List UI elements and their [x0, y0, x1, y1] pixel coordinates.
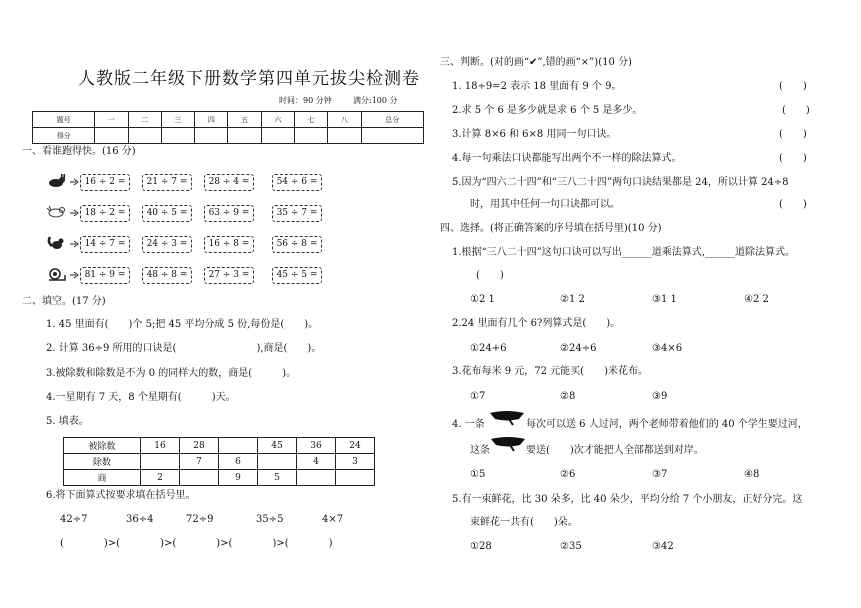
arrow-right-icon	[70, 178, 79, 186]
option[interactable]: ③9	[652, 391, 668, 402]
snail-icon	[46, 267, 68, 281]
division-problem[interactable]: 16 ÷ 8 =	[204, 236, 254, 253]
division-problem[interactable]: 45 ÷ 5 =	[272, 267, 322, 284]
judge-item-2: 2.求 5 个 6 是多少就是求 6 个 5 是多少。	[452, 105, 643, 116]
judge-item-3: 3.计算 8×6 和 6×8 用同一句口诀。	[452, 129, 617, 140]
division-problem[interactable]: 63 ÷ 9 =	[204, 205, 254, 222]
section-3-heading: 三、判断。(对的画“✔”,错的画“×”)(10 分)	[440, 57, 632, 68]
order-answer-line[interactable]: ( )>( )>( )>( )>( )	[60, 538, 333, 549]
score-row-label: 得分	[33, 128, 95, 144]
section-2-heading: 二、填空。(17 分)	[22, 296, 106, 307]
division-problem[interactable]: 24 ÷ 3 =	[142, 236, 192, 253]
judge-item-4: 4.每一句乘法口诀都能写出两个不一样的除法算式。	[452, 153, 682, 164]
score-table-score-row	[33, 128, 424, 144]
table-cell[interactable]	[141, 454, 180, 470]
division-problem[interactable]: 27 ÷ 3 =	[204, 267, 254, 284]
choice-question-4-prefix: 4. 一条	[452, 419, 485, 430]
score-cell[interactable]	[328, 128, 361, 144]
score-cell[interactable]	[161, 128, 194, 144]
choice-question-4-prefix-2: 这条	[470, 445, 490, 456]
division-problem[interactable]: 40 ÷ 5 =	[142, 205, 192, 222]
option[interactable]: ②24÷6	[560, 343, 597, 354]
choice-question-4-line1: 每次可以送 6 人过河，两个老师带着他们的 40 个学生要过河，	[526, 419, 808, 430]
division-problem[interactable]: 54 ÷ 6 =	[272, 174, 322, 191]
division-problem[interactable]: 48 ÷ 8 =	[142, 267, 192, 284]
choice-question-3: 3.花布每米 9 元，72 元能买( )米花布。	[452, 366, 648, 377]
answer-paren[interactable]: ( )	[782, 105, 810, 116]
score-header-cell: 七	[294, 112, 327, 128]
fill-question-5: 5. 填表。	[46, 416, 89, 427]
option[interactable]: ①24+6	[470, 343, 507, 354]
page-title: 人教版二年级下册数学第四单元拔尖检测卷	[78, 69, 420, 89]
division-problem[interactable]: 21 ÷ 7 =	[142, 174, 192, 191]
expression: 72÷9	[186, 514, 214, 525]
score-header-cell: 题号	[33, 112, 95, 128]
expression: 42÷7	[60, 514, 88, 525]
score-header-cell: 八	[328, 112, 361, 128]
score-cell[interactable]	[361, 128, 423, 144]
table-row	[64, 470, 375, 486]
table-row-label: 被除数	[64, 438, 141, 454]
division-problem[interactable]: 28 ÷ 4 =	[204, 174, 254, 191]
table-cell: 36	[297, 438, 336, 454]
exam-full-score: 满分:100 分	[353, 96, 398, 105]
choice-question-2: 2.24 里面有几个 6?列算式是( )。	[452, 318, 621, 329]
option[interactable]: ④2 2	[744, 294, 769, 305]
squirrel-icon	[46, 236, 68, 250]
score-table	[32, 111, 424, 144]
fill-question-2: 2. 计算 36÷9 所用的口诀是( ),商是( )。	[46, 343, 322, 354]
table-cell: 9	[219, 470, 258, 486]
table-row	[64, 438, 375, 454]
option[interactable]: ③4×6	[652, 343, 683, 354]
table-cell[interactable]	[297, 470, 336, 486]
fill-question-3: 3.被除数和除数是不为 0 的同样大的数，商是( )。	[46, 368, 297, 379]
score-cell[interactable]	[128, 128, 161, 144]
score-cell[interactable]	[195, 128, 228, 144]
expression: 35÷5	[256, 514, 284, 525]
table-cell: 7	[180, 454, 219, 470]
option[interactable]: ②35	[560, 541, 582, 552]
division-table	[63, 437, 375, 486]
answer-paren[interactable]: ( )	[779, 129, 807, 140]
expression: 36÷4	[126, 514, 154, 525]
score-header-cell: 五	[228, 112, 261, 128]
option[interactable]: ④8	[744, 469, 760, 480]
rabbit-icon	[46, 174, 68, 188]
option[interactable]: ①28	[470, 541, 492, 552]
fill-question-6: 6.将下面算式按要求填在括号里。	[46, 490, 196, 501]
table-cell: 2	[141, 470, 180, 486]
table-cell: 3	[336, 454, 375, 470]
option[interactable]: ②1 2	[560, 294, 585, 305]
table-row-label: 除数	[64, 454, 141, 470]
judge-item-1: 1. 18÷9=2 表示 18 里面有 9 个 9。	[452, 81, 622, 92]
choice-question-4-line2: 要送( )次才能把人全部都送到对岸。	[526, 445, 704, 456]
score-header-cell: 四	[195, 112, 228, 128]
option[interactable]: ③7	[652, 469, 668, 480]
boat-icon	[490, 436, 526, 452]
score-header-cell: 三	[161, 112, 194, 128]
division-problem[interactable]: 18 ÷ 2 =	[80, 205, 130, 222]
score-header-cell: 六	[261, 112, 294, 128]
table-row	[64, 454, 375, 470]
option[interactable]: ②6	[560, 469, 576, 480]
score-header-cell: 二	[128, 112, 161, 128]
table-cell: 16	[141, 438, 180, 454]
arrow-right-icon	[70, 271, 79, 279]
bird-icon	[46, 205, 68, 219]
answer-paren[interactable]: ( )	[779, 81, 807, 92]
table-cell[interactable]	[219, 438, 258, 454]
fill-question-4: 4.一星期有 7 天，8 个星期有( )天。	[46, 392, 236, 403]
choice-question-5: 5.有一束鲜花，比 30 朵多，比 40 朵少，平均分给 7 个小朋友，正好分完。这	[452, 494, 803, 505]
score-cell[interactable]	[261, 128, 294, 144]
choice-question-1: 1.根据“三八二十四”这句口诀可以写出______道乘法算式,______道除法算式。	[452, 247, 795, 258]
option[interactable]: ③1 1	[652, 294, 677, 305]
option[interactable]: ①5	[470, 469, 486, 480]
score-cell[interactable]	[228, 128, 261, 144]
choice-question-5-cont: 束鲜花一共有( )朵。	[470, 517, 578, 528]
expression: 4×7	[322, 514, 344, 525]
answer-paren[interactable]: ( )	[779, 153, 807, 164]
division-problem[interactable]: 14 ÷ 7 =	[80, 236, 130, 253]
table-cell: 24	[336, 438, 375, 454]
judge-item-5: 5.因为“四六二十四”和“三八二十四”两句口诀结果都是 24，所以计算 24÷8	[452, 177, 789, 188]
division-problem[interactable]: 16 ÷ 2 =	[80, 174, 130, 191]
table-cell[interactable]	[336, 470, 375, 486]
table-cell: 5	[258, 470, 297, 486]
answer-paren[interactable]: ( )	[779, 199, 807, 210]
division-problem[interactable]: 81 ÷ 9 =	[80, 267, 130, 284]
table-cell: 6	[219, 454, 258, 470]
section-1-heading: 一、看谁跑得快。(16 分)	[22, 146, 136, 157]
boat-icon	[489, 410, 525, 426]
section-4-heading: 四、选择。(将正确答案的序号填在括号里)(10 分)	[440, 223, 662, 234]
score-header-cell: 总分	[361, 112, 423, 128]
score-cell[interactable]	[95, 128, 128, 144]
fill-question-1: 1. 45 里面有( )个 5;把 45 平均分成 5 份,每份是( )。	[46, 319, 319, 330]
option[interactable]: ①7	[470, 391, 486, 402]
option[interactable]: ②8	[560, 391, 576, 402]
table-cell[interactable]	[258, 454, 297, 470]
score-header-cell: 一	[95, 112, 128, 128]
answer-paren[interactable]: ( )	[476, 270, 504, 281]
division-problem[interactable]: 56 ÷ 8 =	[272, 236, 322, 253]
table-cell: 45	[258, 438, 297, 454]
table-cell: 4	[297, 454, 336, 470]
table-row-label: 商	[64, 470, 141, 486]
arrow-right-icon	[70, 240, 79, 248]
table-cell[interactable]	[180, 470, 219, 486]
score-table-header-row	[33, 112, 424, 128]
option[interactable]: ①2 1	[470, 294, 495, 305]
exam-time: 时间：90 分钟	[279, 96, 332, 105]
table-cell: 28	[180, 438, 219, 454]
score-cell[interactable]	[294, 128, 327, 144]
option[interactable]: ③42	[652, 541, 674, 552]
arrow-right-icon	[70, 209, 79, 217]
judge-item-5-cont: 时，用其中任何一句口诀都可以。	[470, 199, 620, 210]
division-problem[interactable]: 35 ÷ 7 =	[272, 205, 322, 222]
